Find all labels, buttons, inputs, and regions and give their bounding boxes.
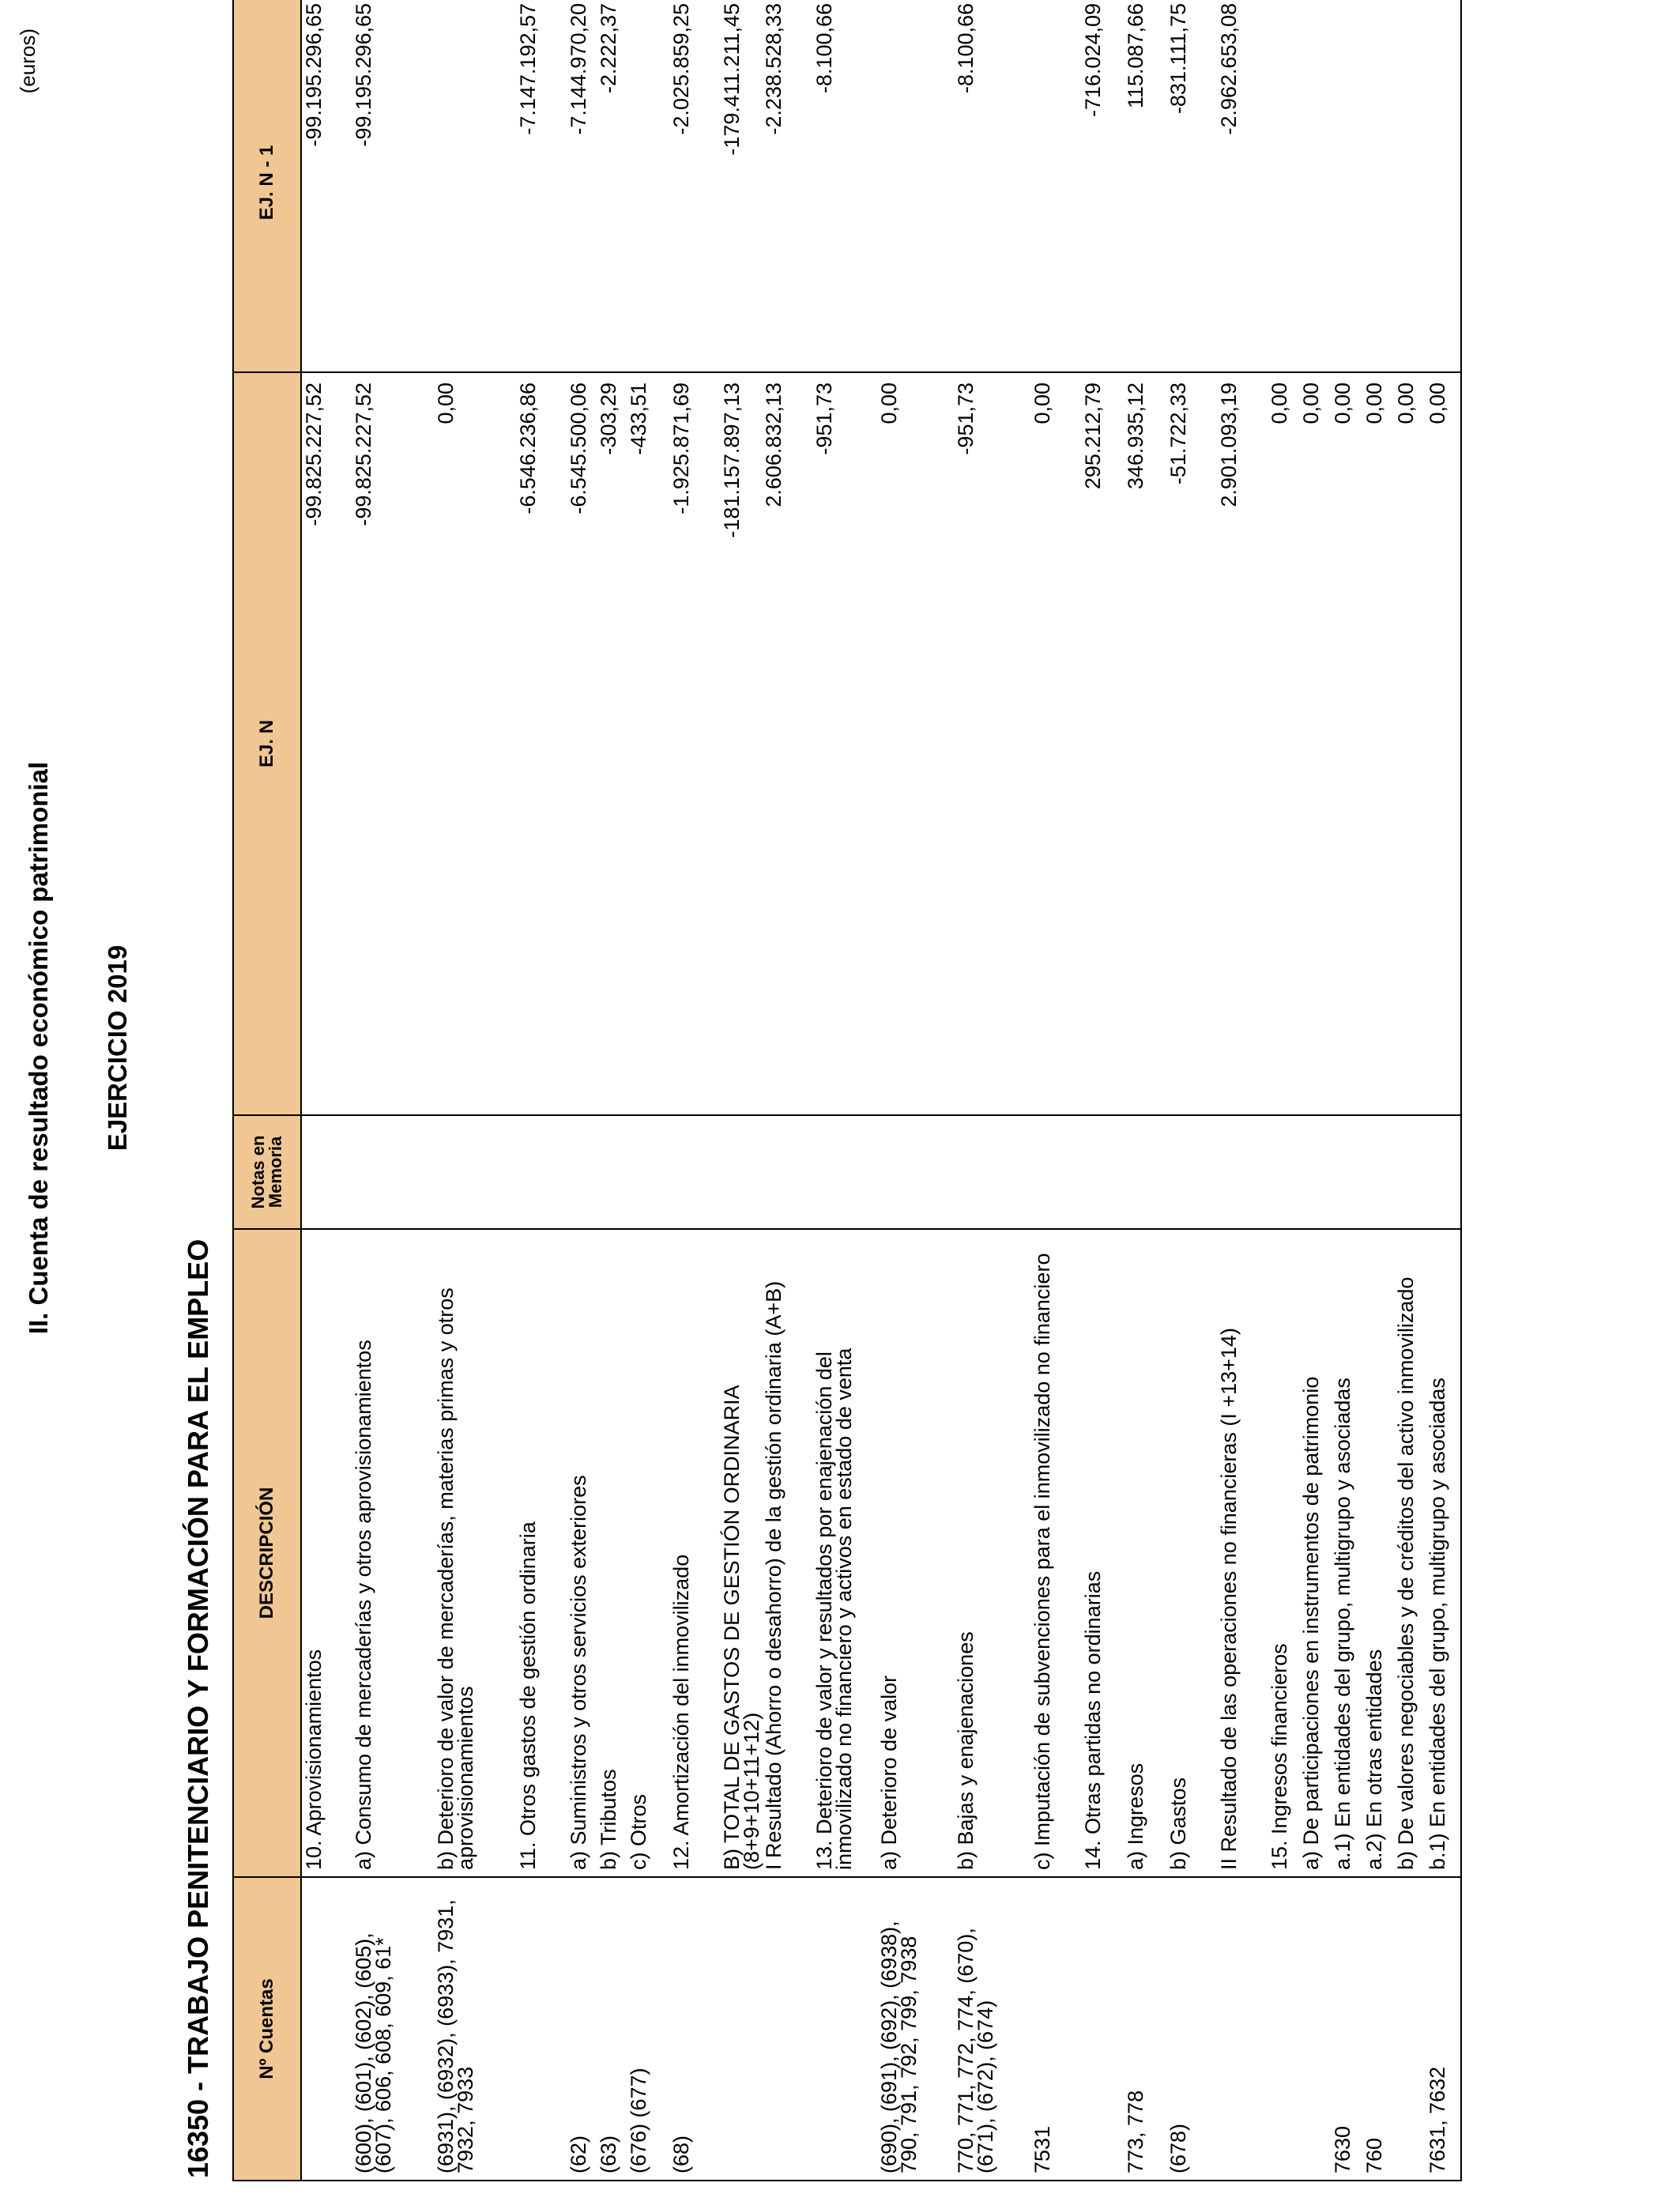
notes-cell — [1426, 1115, 1461, 1229]
col-header-accounts: Nº Cuentas — [233, 1877, 301, 2181]
year-n1-cell — [1299, 0, 1331, 372]
notes-cell — [669, 1115, 720, 1229]
currency-units: (euros) — [16, 28, 40, 94]
col-header-description: DESCRIPCIÓN — [233, 1229, 301, 1877]
year-n-cell: -99.825.227,52 — [352, 372, 434, 1115]
notes-cell — [877, 1115, 954, 1229]
year-n-cell: -951,73 — [812, 372, 877, 1115]
notes-cell — [1268, 1115, 1299, 1229]
table-row — [720, 0, 762, 2181]
table-row — [1331, 0, 1362, 2181]
account-cell: (690), (691), (692), (6938), 790, 791, 792, 799, 7938 — [877, 1877, 954, 2181]
account-cell: (62) — [567, 1877, 597, 2181]
year-n1-cell: -99.195.296,65 — [301, 0, 352, 372]
year-n1-cell: -8.100,66 — [954, 0, 1030, 372]
notes-cell — [1394, 1115, 1426, 1229]
notes-cell — [1299, 1115, 1331, 1229]
account-cell: 773, 778 — [1124, 1877, 1166, 2181]
description-cell: b) Tributos — [597, 1229, 627, 1877]
year-n-cell: 295.212,79 — [1081, 372, 1124, 1115]
table-row — [1124, 0, 1166, 2181]
description-cell: 13. Deterioro de valor y resultados por enajenación del inmovilizado no financiero y activos en estado de venta — [812, 1229, 877, 1877]
notes-cell — [597, 1115, 627, 1229]
description-cell: B) TOTAL DE GASTOS DE GESTIÓN ORDINARIA (8+9+10+11+12) — [720, 1229, 762, 1877]
table-row — [1268, 0, 1299, 2181]
table-row — [1081, 0, 1124, 2181]
table-row — [812, 0, 877, 2181]
year-n1-cell: -2.222,37 — [597, 0, 627, 372]
year-n1-cell — [1426, 0, 1461, 372]
account-cell — [1081, 1877, 1124, 2181]
year-n1-cell: 115.087,66 — [1124, 0, 1166, 372]
report-title: II. Cuenta de resultado económico patrimonial — [24, 761, 53, 1335]
year-n-cell: 2.606.832,13 — [762, 372, 812, 1115]
results-table — [232, 0, 1671, 2181]
table-row — [1030, 0, 1081, 2181]
notes-cell — [812, 1115, 877, 1229]
account-cell — [301, 1877, 352, 2181]
description-cell: a) Ingresos — [1124, 1229, 1166, 1877]
description-cell: b.1) En entidades del grupo, multigrupo y asociadas — [1426, 1229, 1461, 1877]
notes-cell — [1331, 1115, 1362, 1229]
table-row — [762, 0, 812, 2181]
description-cell: a) Consumo de mercaderías y otros aprovisionamientos — [352, 1229, 434, 1877]
description-cell: c) Otros — [627, 1229, 669, 1877]
table-row — [1299, 0, 1331, 2181]
account-cell — [1268, 1877, 1299, 2181]
year-n1-cell: -99.195.296,65 — [352, 0, 434, 372]
notes-cell — [627, 1115, 669, 1229]
year-n-cell: -6.546.236,86 — [516, 372, 567, 1115]
description-cell: b) Deterioro de valor de mercaderías, materias primas y otros aprovisionamientos — [434, 1229, 516, 1877]
table-row — [1362, 0, 1394, 2181]
year-n1-cell — [1268, 0, 1299, 372]
col-header-year-n1: EJ. N - 1 — [233, 0, 301, 372]
year-n-cell: 0,00 — [1030, 372, 1081, 1115]
table-header-row — [233, 0, 301, 2181]
year-n-cell: -99.825.227,52 — [301, 372, 352, 1115]
description-cell: 12. Amortización del inmovilizado — [669, 1229, 720, 1877]
year-n-cell: -951,73 — [954, 372, 1030, 1115]
description-cell: a.2) En otras entidades — [1362, 1229, 1394, 1877]
table-row — [301, 0, 352, 2181]
description-cell: I Resultado (Ahorro o desahorro) de la gestión ordinaria (A+B) — [762, 1229, 812, 1877]
table-row — [1394, 0, 1426, 2181]
account-cell — [762, 1877, 812, 2181]
notes-cell — [1217, 1115, 1268, 1229]
year-n1-cell: -831.111,75 — [1166, 0, 1217, 372]
year-n-cell: 0,00 — [1394, 372, 1426, 1115]
year-n1-cell — [877, 0, 954, 372]
account-cell — [516, 1877, 567, 2181]
entity-name: 16350 - TRABAJO PENITENCIARIO Y FORMACIÓN PARA EL EMPLEO — [182, 1238, 214, 2178]
account-cell: (600), (601), (602), (605), (607), 606, 608, 609, 61* — [352, 1877, 434, 2181]
notes-cell — [1124, 1115, 1166, 1229]
account-cell: 760 — [1362, 1877, 1394, 2181]
year-n1-cell: -716.024,09 — [1081, 0, 1124, 372]
notes-cell — [720, 1115, 762, 1229]
description-cell: a.1) En entidades del grupo, multigrupo y asociadas — [1331, 1229, 1362, 1877]
col-header-notes-line1: Notas en — [248, 1135, 268, 1209]
year-n-cell: -1.925.871,69 — [669, 372, 720, 1115]
table-row — [1166, 0, 1217, 2181]
year-n-cell: -433,51 — [627, 372, 669, 1115]
description-cell: a) Deterioro de valor — [877, 1229, 954, 1877]
description-cell: b) Gastos — [1166, 1229, 1217, 1877]
account-cell: (68) — [669, 1877, 720, 2181]
account-cell: (676) (677) — [627, 1877, 669, 2181]
description-cell: II Resultado de las operaciones no financieras (I +13+14) — [1217, 1229, 1268, 1877]
table-row — [352, 0, 434, 2181]
notes-cell — [954, 1115, 1030, 1229]
table-body — [301, 0, 1461, 2181]
table-row — [597, 0, 627, 2181]
year-n1-cell — [1331, 0, 1362, 372]
year-n1-cell: -2.238.528,33 — [762, 0, 812, 372]
account-cell — [1217, 1877, 1268, 2181]
description-cell: b) De valores negociables y de créditos del activo inmovilizado — [1394, 1229, 1426, 1877]
table-row — [627, 0, 669, 2181]
description-cell: a) De participaciones en instrumentos de patrimonio — [1299, 1229, 1331, 1877]
exercise-year: EJERCICIO 2019 — [103, 944, 132, 1152]
year-n-cell: 0,00 — [1331, 372, 1362, 1115]
account-cell — [720, 1877, 762, 2181]
table-row — [567, 0, 597, 2181]
year-n-cell: -303,29 — [597, 372, 627, 1115]
notes-cell — [1030, 1115, 1081, 1229]
col-header-notes — [233, 1115, 301, 1229]
notes-cell — [1081, 1115, 1124, 1229]
table-row — [877, 0, 954, 2181]
account-cell: (63) — [597, 1877, 627, 2181]
notes-cell — [434, 1115, 516, 1229]
table-row — [954, 0, 1030, 2181]
notes-cell — [762, 1115, 812, 1229]
account-cell: 7630 — [1331, 1877, 1362, 2181]
notes-cell — [1362, 1115, 1394, 1229]
account-cell: 7631, 7632 — [1426, 1877, 1461, 2181]
description-cell: 11. Otros gastos de gestión ordinaria — [516, 1229, 567, 1877]
table-row — [516, 0, 567, 2181]
year-n1-cell: -7.147.192,57 — [516, 0, 567, 372]
year-n-cell: -6.545.500,06 — [567, 372, 597, 1115]
year-n-cell: 0,00 — [877, 372, 954, 1115]
year-n1-cell — [1362, 0, 1394, 372]
year-n-cell: 346.935,12 — [1124, 372, 1166, 1115]
account-cell: 7531 — [1030, 1877, 1081, 2181]
description-cell: 15. Ingresos financieros — [1268, 1229, 1299, 1877]
year-n1-cell: -2.025.859,25 — [669, 0, 720, 372]
description-cell: a) Suministros y otros servicios exteriores — [567, 1229, 597, 1877]
year-n-cell: -181.157.897,13 — [720, 372, 762, 1115]
table-row — [1217, 0, 1268, 2181]
year-n-cell: 2.901.093,19 — [1217, 372, 1268, 1115]
account-cell: (6931), (6932), (6933), 7931, 7932, 7933 — [434, 1877, 516, 2181]
year-n1-cell — [434, 0, 516, 372]
account-cell: 770, 771, 772, 774, (670), (671), (672), (674) — [954, 1877, 1030, 2181]
notes-cell — [352, 1115, 434, 1229]
year-n1-cell: -8.100,66 — [812, 0, 877, 372]
year-n-cell: -51.722,33 — [1166, 372, 1217, 1115]
year-n1-cell — [627, 0, 669, 372]
year-n-cell: 0,00 — [1362, 372, 1394, 1115]
description-cell: 10. Aprovisionamientos — [301, 1229, 352, 1877]
col-header-notes-line2: Memoria — [266, 1136, 285, 1208]
account-cell — [1299, 1877, 1331, 2181]
table-row — [669, 0, 720, 2181]
description-cell: c) Imputación de subvenciones para el inmovilizado no financiero — [1030, 1229, 1081, 1877]
description-cell: 14. Otras partidas no ordinarias — [1081, 1229, 1124, 1877]
year-n1-cell — [1394, 0, 1426, 372]
year-n-cell: 0,00 — [1426, 372, 1461, 1115]
account-cell — [812, 1877, 877, 2181]
notes-cell — [567, 1115, 597, 1229]
col-header-year-n: EJ. N — [233, 372, 301, 1115]
year-n-cell: 0,00 — [1299, 372, 1331, 1115]
notes-cell — [516, 1115, 567, 1229]
year-n1-cell — [1030, 0, 1081, 372]
description-cell: b) Bajas y enajenaciones — [954, 1229, 1030, 1877]
account-cell: (678) — [1166, 1877, 1217, 2181]
year-n1-cell: -7.144.970,20 — [567, 0, 597, 372]
notes-cell — [301, 1115, 352, 1229]
year-n1-cell: -2.962.653,08 — [1217, 0, 1268, 372]
account-cell — [1394, 1877, 1426, 2181]
table-row — [434, 0, 516, 2181]
notes-cell — [1166, 1115, 1217, 1229]
year-n1-cell: -179.411.211,45 — [720, 0, 762, 372]
table-row — [1426, 0, 1461, 2181]
year-n-cell: 0,00 — [1268, 372, 1299, 1115]
year-n-cell: 0,00 — [434, 372, 516, 1115]
